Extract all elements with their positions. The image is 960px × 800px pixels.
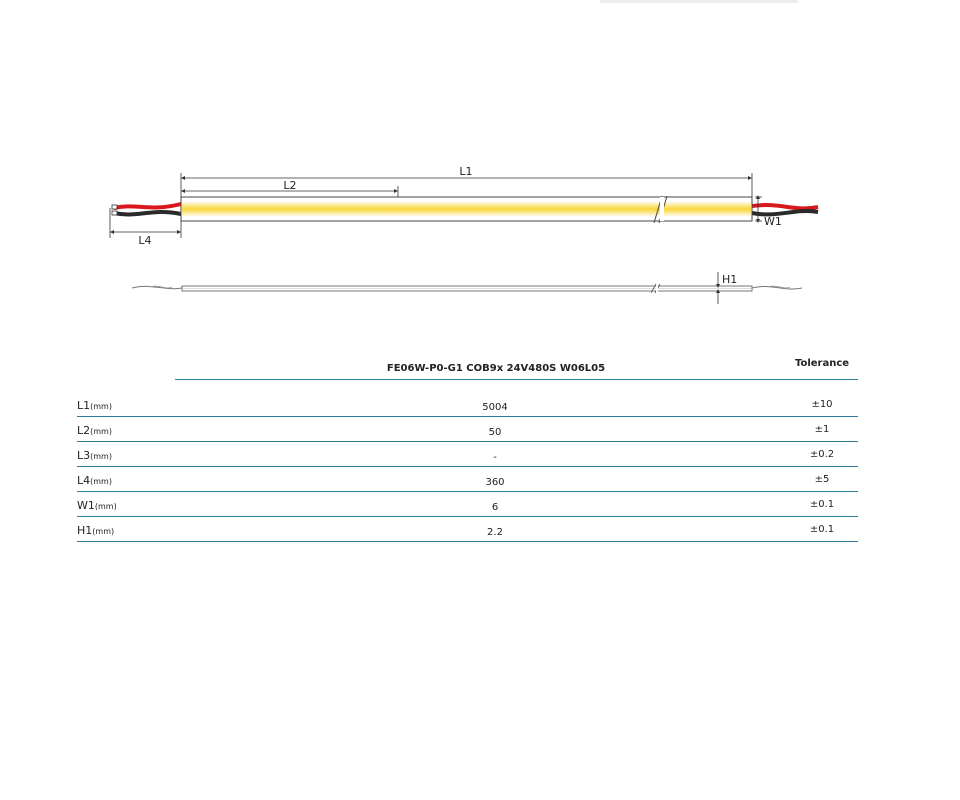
row-label-text: H1 [77, 524, 93, 537]
row-label-text: W1 [77, 499, 95, 512]
led-strip-drawing [0, 0, 960, 330]
row-label [77, 399, 112, 412]
w1-label: W1 [764, 215, 782, 228]
l1-label: L1 [459, 165, 473, 178]
led-strip-side-view [132, 284, 802, 293]
table-row [77, 442, 858, 467]
row-value: 5004 [482, 402, 508, 413]
row-label [77, 449, 112, 462]
header-rule [175, 379, 858, 380]
led-strip-top-view [181, 196, 752, 223]
l4-label: L4 [138, 234, 152, 247]
l2-label: L2 [283, 179, 297, 192]
row-label-text: L2 [77, 424, 91, 437]
left-wire-pair [112, 204, 181, 215]
row-unit: (mm) [94, 502, 117, 511]
table-row [77, 417, 858, 442]
row-tolerance: ±1 [814, 424, 830, 435]
h1-label: H1 [722, 273, 738, 286]
row-value: 6 [491, 502, 499, 513]
row-unit: (mm) [90, 402, 112, 411]
table-row [77, 392, 858, 417]
tolerance-header: Tolerance [794, 358, 850, 369]
row-label [77, 499, 117, 512]
row-label-text: L3 [77, 449, 91, 462]
row-tolerance: ±0.1 [809, 499, 835, 510]
row-label [77, 474, 112, 487]
spec-table-header [77, 350, 858, 380]
row-tolerance: ±10 [811, 399, 833, 410]
row-label-text: L1 [77, 399, 91, 412]
row-unit: (mm) [90, 427, 112, 436]
dimension-l1 [181, 165, 752, 197]
row-tolerance: ±0.2 [809, 449, 835, 460]
row-value: 50 [488, 427, 502, 438]
dimension-l2 [183, 179, 398, 197]
table-row [77, 467, 858, 492]
right-wire-pair [752, 205, 818, 214]
row-unit: (mm) [90, 452, 112, 461]
row-unit: (mm) [92, 527, 115, 536]
row-value: - [493, 452, 497, 463]
model-number: FE06W-P0-G1 COB9x 24V480S W06L05 [386, 363, 606, 374]
row-unit: (mm) [90, 477, 112, 486]
table-row [77, 517, 858, 542]
row-label-text: L4 [77, 474, 91, 487]
row-label [77, 524, 114, 537]
row-value: 2.2 [487, 527, 503, 538]
table-row [77, 492, 858, 517]
spec-table-body [77, 392, 858, 542]
row-tolerance: ±5 [814, 474, 830, 485]
spec-table [77, 350, 858, 542]
row-label [77, 424, 112, 437]
row-value: 360 [485, 477, 505, 488]
row-tolerance: ±0.1 [809, 524, 835, 535]
